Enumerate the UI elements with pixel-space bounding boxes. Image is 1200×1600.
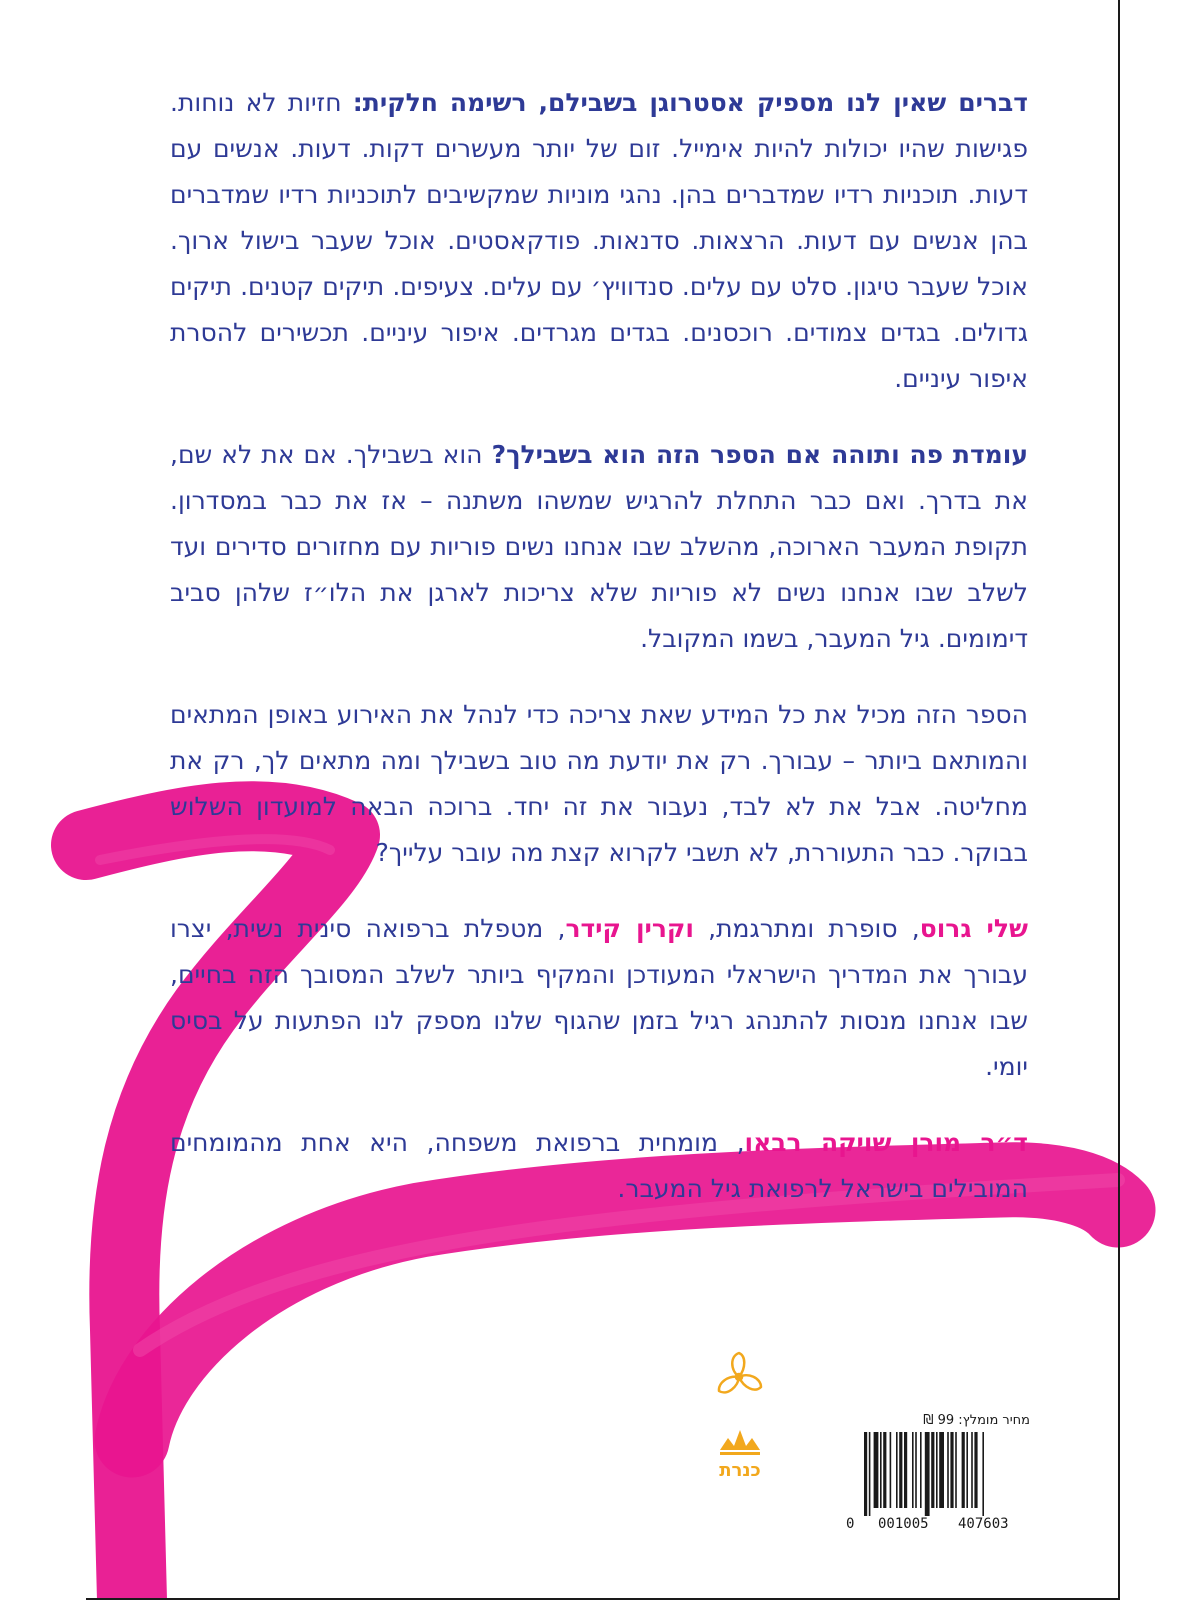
barcode-bar [971, 1432, 973, 1508]
barcode-bar [904, 1432, 907, 1508]
barcode-bar [974, 1432, 977, 1508]
barcode-bar [912, 1432, 914, 1508]
author-desc: , סופרת ומתרגמת, [693, 914, 920, 943]
paragraph-lead: דברים שאין לנו מספיק אסטרוגן בשבילם, רשימה חלקית: [352, 88, 1028, 117]
barcode-bar [869, 1432, 871, 1516]
barcode [862, 1432, 1034, 1516]
author-name: וקרין קידר [565, 914, 694, 943]
propeller-icon [712, 1350, 766, 1404]
recommended-price: מחיר מומלץ: 99 ₪ [923, 1413, 1030, 1428]
paragraph-authors [170, 906, 1028, 1090]
barcode-bar [939, 1432, 944, 1508]
barcode-digits-right: 407603 [958, 1516, 1009, 1532]
barcode-bar [864, 1432, 867, 1516]
barcode-digit-first: 0 [846, 1516, 855, 1532]
paragraph-about-book [170, 692, 1028, 876]
page-edge-right [1118, 0, 1120, 1600]
barcode-bar [883, 1432, 886, 1508]
barcode-bar [955, 1432, 957, 1508]
paragraph-body: חזיות לא נוחות. פגישות שהיו יכולות להיות אימייל. זום של יותר מעשרים דקות. דעות. אנשים עם דעות. תוכניות רדיו שמדברים בהן. נהגי מוניות שמקשיבים לתוכניות רדיו שמדברים בהן אנשים עם דעות. הרצאות. סדנאות. פודקאסטים. אוכל שעבר בישול ארוך. אוכל שעבר טיגון. סלט עם עלים. סנדוויץ׳ עם עלים. צעיפים. תיקים קטנים. תיקים גדולים. בגדים צמודים. רוכסנים. בגדים מגרדים. איפור עיניים. תכשירים להסרת איפור עיניים. [170, 88, 1028, 393]
barcode-bar [947, 1432, 949, 1508]
back-cover-text [170, 80, 1028, 1242]
author-name: שלי גרוס [919, 914, 1028, 943]
publisher-logo-icon [712, 1426, 768, 1482]
consultant-name: ד״ר מורן שויקה רבאו [744, 1128, 1028, 1157]
barcode-bar [896, 1432, 898, 1508]
paragraph-body: הוא בשבילך. אם את לא שם, את בדרך. ואם כבר התחלת להרגיש שמשהו משתנה – אז את כבר במסדרון. תקופת המעבר הארוכה, מהשלב שבו אנחנו נשים פוריות עם מחזורים סדירים ועד לשלב שבו אנחנו נשים לא פוריות שלא צריכות לארגן את הלו״ז שלהן סביב דימומים. גיל המעבר, בשמו המקובל. [170, 440, 1028, 653]
barcode-bar [982, 1432, 984, 1516]
barcode-bar [925, 1432, 930, 1516]
barcode-bar [966, 1432, 968, 1508]
barcode-bar [920, 1432, 922, 1508]
barcode-bar [915, 1432, 917, 1508]
author-desc: , מטפלת ברפואה סינית נשית, יצרו עבורך את המדריך הישראלי המעודכן והמקיף ביותר לשלב המסובך הזה בחיים, שבו אנחנו מנסות להתנהג רגיל בזמן שהגוף שלנו מספק לנו הפתעות על בסיס יומי. [170, 914, 1028, 1081]
barcode-bar [962, 1432, 965, 1508]
barcode-bar [950, 1432, 953, 1508]
paragraph-consultant [170, 1120, 1028, 1212]
barcode-digits-left: 001005 [878, 1516, 929, 1532]
paragraph-body: הספר הזה מכיל את כל המידע שאת צריכה כדי לנהל את האירוע באופן המתאים והמותאם ביותר – עבורך. רק את יודעת מה טוב בשבילך ומה מתאים לך, רק את מחליטה. אבל את לא לבד, נעבור את זה יחד. ברוכה הבאה למועדון השלוש בבוקר. כבר התעוררת, לא תשבי לקרוא קצת מה עובר עלייך? [170, 700, 1028, 867]
paragraph-question [170, 432, 1028, 662]
paragraph-lead: עומדת פה ותוהה אם הספר הזה הוא בשבילך? [491, 440, 1028, 469]
consultant-desc: , מומחית ברפואת משפחה, היא אחת מהמומחים המובילים בישראל לרפואת גיל המעבר. [170, 1128, 1028, 1203]
barcode-bar [874, 1432, 879, 1508]
publisher-logo-text: כנרת [719, 1460, 761, 1481]
barcode-bar [890, 1432, 892, 1508]
barcode-bar [936, 1432, 938, 1508]
barcode-bar [931, 1432, 934, 1508]
paragraph-list [170, 80, 1028, 402]
barcode-bar [880, 1432, 882, 1508]
barcode-bar [899, 1432, 902, 1508]
